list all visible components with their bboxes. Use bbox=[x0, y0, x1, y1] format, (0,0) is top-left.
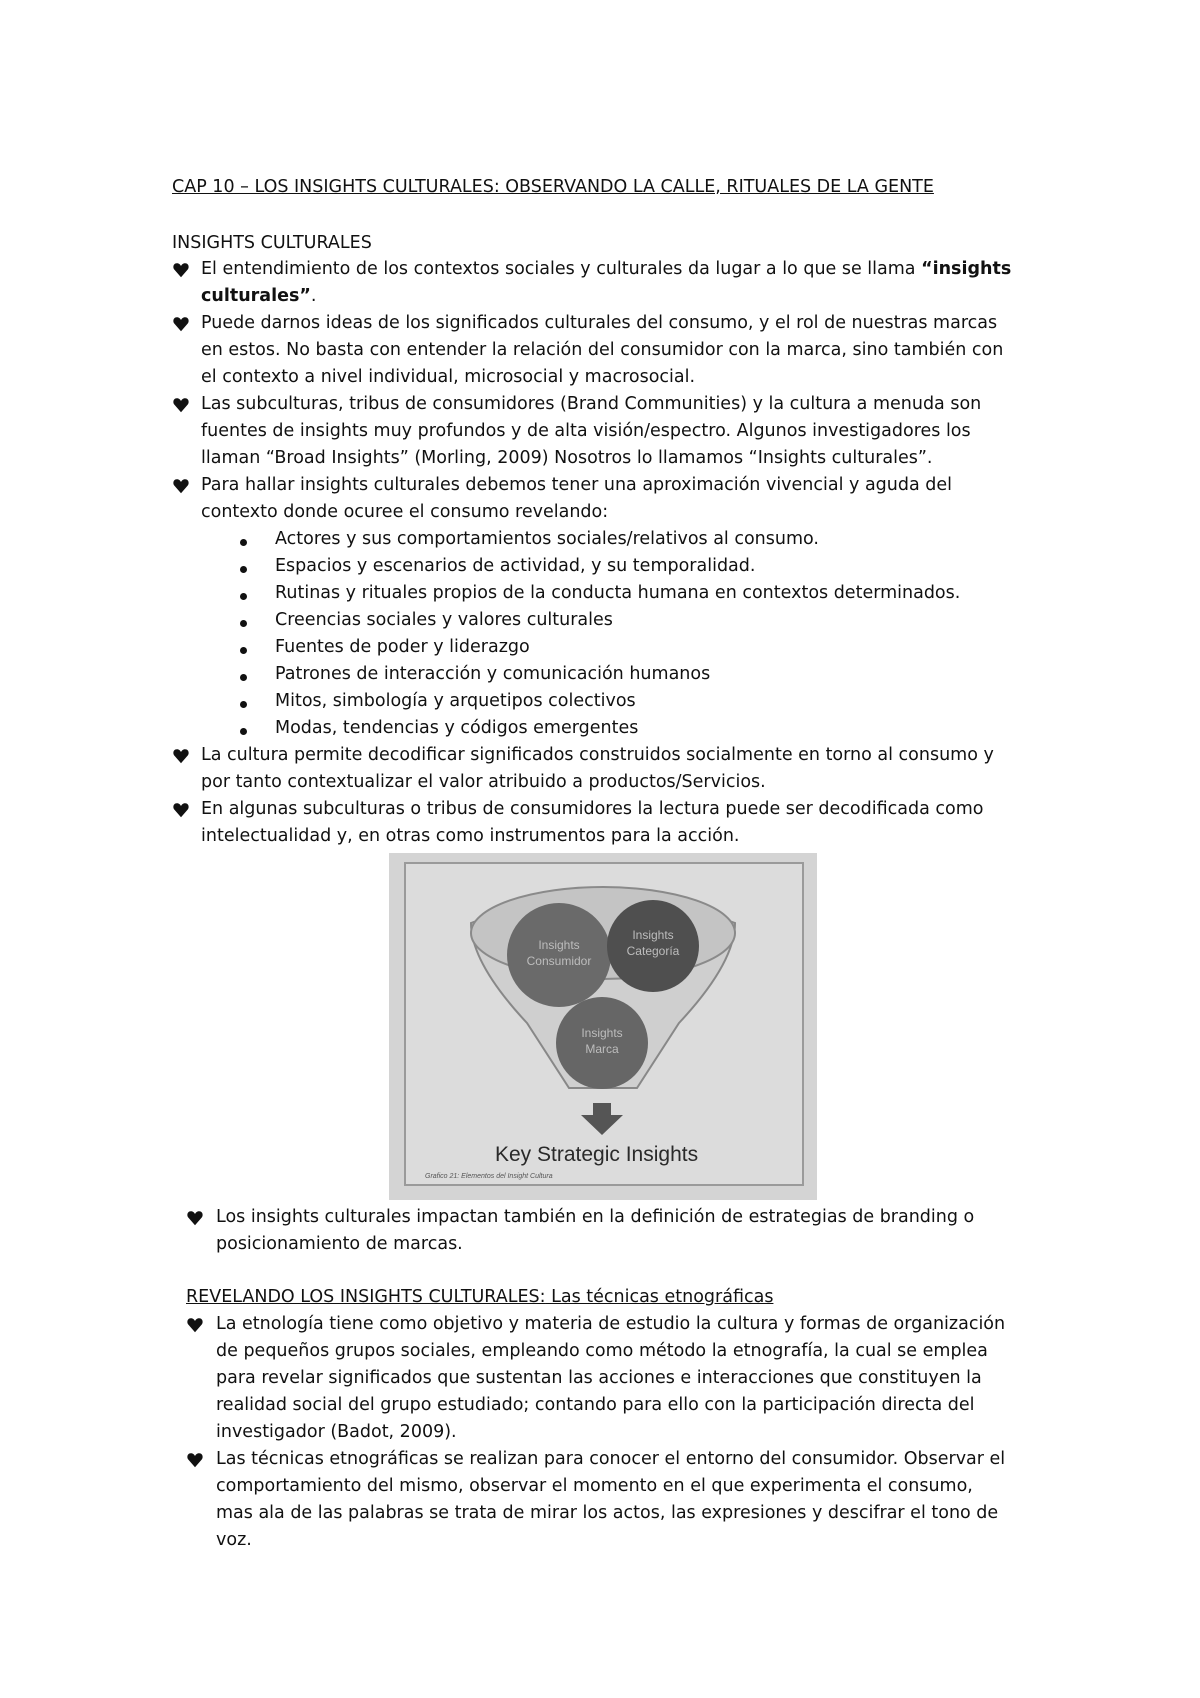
list-item: Fuentes de poder y liderazgo bbox=[275, 637, 530, 657]
paragraph-line: En algunas subculturas o tribus de consumidores la lectura puede ser decodificada como bbox=[201, 799, 984, 819]
dot-bullet-icon bbox=[240, 566, 247, 573]
figure-caption: Grafico 21: Elementos del Insight Cultura bbox=[425, 1173, 553, 1180]
paragraph-line: fuentes de insights muy profundos y de alta visión/espectro. Algunos investigadores los bbox=[201, 421, 971, 441]
svg-text:Categoría: Categoría bbox=[626, 944, 680, 958]
heart-bullet-icon bbox=[172, 396, 190, 414]
paragraph-line: por tanto contextualizar el valor atribuido a productos/Servicios. bbox=[201, 772, 766, 792]
heart-bullet-icon bbox=[172, 477, 190, 495]
dot-bullet-icon bbox=[240, 674, 247, 681]
paragraph-line: Puede darnos ideas de los significados culturales del consumo, y el rol de nuestras marcas bbox=[201, 313, 998, 333]
paragraph-line: Las subculturas, tribus de consumidores (Brand Communities) y la cultura a menuda son bbox=[201, 394, 982, 414]
paragraph-line: La cultura permite decodificar significados construidos socialmente en torno al consumo y bbox=[201, 745, 994, 765]
paragraph-line: para revelar significados que sustentan las acciones e interacciones que constituyen la bbox=[216, 1368, 982, 1388]
figure-main-label: Key Strategic Insights bbox=[495, 1143, 699, 1166]
heart-bullet-icon bbox=[186, 1209, 204, 1227]
list-item: Actores y sus comportamientos sociales/relativos al consumo. bbox=[275, 529, 819, 549]
section-heading: REVELANDO LOS INSIGHTS CULTURALES: Las técnicas etnográficas bbox=[186, 1287, 774, 1307]
heart-bullet-icon bbox=[172, 801, 190, 819]
list-item: Patrones de interacción y comunicación humanos bbox=[275, 664, 711, 684]
paragraph-line: intelectualidad y, en otras como instrumentos para la acción. bbox=[201, 826, 740, 846]
dot-bullet-icon bbox=[240, 620, 247, 627]
chapter-title: CAP 10 – LOS INSIGHTS CULTURALES: OBSERVANDO LA CALLE, RITUALES DE LA GENTE bbox=[172, 177, 934, 197]
dot-bullet-icon bbox=[240, 728, 247, 735]
svg-text:Insights: Insights bbox=[581, 1026, 623, 1040]
svg-text:Insights: Insights bbox=[632, 928, 674, 942]
dot-bullet-icon bbox=[240, 647, 247, 654]
paragraph-line: de pequeños grupos sociales, empleando como método la etnografía, la cual se emplea bbox=[216, 1341, 988, 1361]
paragraph-line: realidad social del grupo estudiado; contando para ello con la participación directa del bbox=[216, 1395, 975, 1415]
paragraph-line: El entendimiento de los contextos sociales y culturales da lugar a lo que se llama “insights bbox=[201, 259, 1012, 279]
heart-bullet-icon bbox=[172, 315, 190, 333]
paragraph-line: Los insights culturales impactan también en la definición de estrategias de branding o bbox=[216, 1207, 975, 1227]
heart-bullet-icon bbox=[172, 261, 190, 279]
paragraph-line: el contexto a nivel individual, microsocial y macrosocial. bbox=[201, 367, 696, 387]
paragraph-line: Las técnicas etnográficas se realizan para conocer el entorno del consumidor. Observar el bbox=[216, 1449, 1006, 1469]
paragraph-line: culturales”. bbox=[201, 286, 317, 306]
paragraph-line: mas ala de las palabras se trata de mirar los actos, las expresiones y descifrar el tono de bbox=[216, 1503, 999, 1523]
insights-funnel-figure bbox=[389, 853, 817, 1200]
list-item: Creencias sociales y valores culturales bbox=[275, 610, 613, 630]
svg-text:Insights: Insights bbox=[538, 938, 580, 952]
section-heading: INSIGHTS CULTURALES bbox=[172, 233, 372, 253]
list-item: Espacios y escenarios de actividad, y su temporalidad. bbox=[275, 556, 756, 576]
heart-bullet-icon bbox=[186, 1451, 204, 1469]
paragraph-line: posicionamiento de marcas. bbox=[216, 1234, 463, 1254]
paragraph-line: comportamiento del mismo, observar el momento en el que experimenta el consumo, bbox=[216, 1476, 973, 1496]
dot-bullet-icon bbox=[240, 701, 247, 708]
heart-bullet-icon bbox=[186, 1316, 204, 1334]
dot-bullet-icon bbox=[240, 539, 247, 546]
paragraph-line: Para hallar insights culturales debemos tener una aproximación vivencial y aguda del bbox=[201, 475, 953, 495]
dot-bullet-icon bbox=[240, 593, 247, 600]
paragraph-line: investigador (Badot, 2009). bbox=[216, 1422, 457, 1442]
paragraph-line: La etnología tiene como objetivo y materia de estudio la cultura y formas de organización bbox=[216, 1314, 1006, 1334]
heart-bullet-icon bbox=[172, 747, 190, 765]
svg-text:Consumidor: Consumidor bbox=[526, 954, 592, 968]
paragraph-line: llaman “Broad Insights” (Morling, 2009) Nosotros lo llamamos “Insights culturales”. bbox=[201, 448, 933, 468]
list-item: Rutinas y rituales propios de la conducta humana en contextos determinados. bbox=[275, 583, 961, 603]
list-item: Mitos, simbología y arquetipos colectivos bbox=[275, 691, 636, 711]
svg-text:Marca: Marca bbox=[585, 1042, 619, 1056]
paragraph-line: voz. bbox=[216, 1530, 252, 1550]
paragraph-line: contexto donde ocuree el consumo revelando: bbox=[201, 502, 609, 522]
paragraph-line: en estos. No basta con entender la relación del consumidor con la marca, sino también con bbox=[201, 340, 1004, 360]
list-item: Modas, tendencias y códigos emergentes bbox=[275, 718, 639, 738]
